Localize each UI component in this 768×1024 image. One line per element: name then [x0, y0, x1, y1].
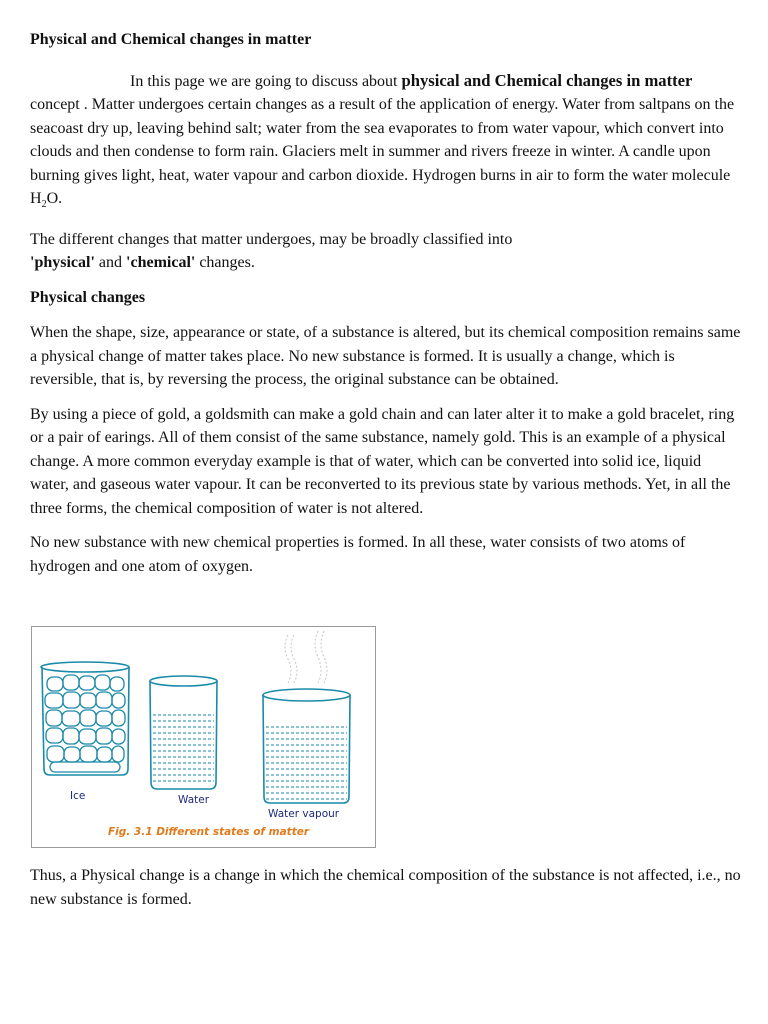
physical-paragraph-2: By using a piece of gold, a goldsmith can make a gold chain and can later alter it to make a gold bracelet, ring or a pair of earings. All of them consist of the same substance, namely gold. This is an example of a physical change. A more common everyday example is that of water, which can be converted into solid ice, liquid water, and gaseous water vapour. It can be reconverted to its previous state by various methods. Yet, in all the three forms, the chemical composition of water is not altered. — [30, 405, 735, 517]
water-vapour-label: Water vapour — [268, 808, 340, 820]
classify-and: and — [94, 254, 127, 272]
classify-physical: 'physical' — [30, 254, 95, 272]
document-body — [30, 28, 742, 589]
physical-paragraph-1: When the shape, size, appearance or state, of a substance is altered, but its chemical composition remains same a physical change of matter takes place. No new substance is formed. It is usually a change, which is reversible, that is, by reversing the process, the original substance can be obtained. — [30, 324, 741, 389]
water-label: Water — [178, 794, 210, 806]
classify-lead: The different changes that matter undergoes, may be broadly classified into — [30, 230, 513, 248]
figure-caption: Fig. 3.1 Different states of matter — [108, 826, 310, 838]
intro-lead: In this page we are going to discuss about — [130, 72, 402, 90]
classify-paragraph — [30, 228, 550, 275]
ice-beaker — [41, 662, 129, 775]
vapour-beaker — [263, 631, 350, 803]
section-heading: Physical changes — [30, 288, 146, 306]
physical-paragraph-3: No new substance with new chemical properties is formed. In all these, water consists of two atoms of hydrogen and one atom of oxygen. — [30, 534, 686, 575]
states-of-matter-figure — [31, 626, 376, 848]
classify-end: changes. — [195, 254, 255, 272]
intro-bold-term: physical and Chemical changes in matter — [401, 70, 693, 90]
conclusion-paragraph: Thus, a Physical change is a change in which the chemical composition of the substance is not affected, i.e., no new substance is formed. — [30, 867, 741, 908]
intro-paragraph — [30, 69, 742, 217]
ice-label: Ice — [70, 790, 86, 802]
water-beaker — [150, 676, 217, 789]
intro-end: O. — [46, 190, 63, 207]
classify-chemical: 'chemical' — [126, 254, 196, 272]
h2o-subscript: 2 — [41, 199, 47, 211]
page-title: Physical and Chemical changes in matter — [30, 31, 312, 48]
intro-text: concept . Matter undergoes certain changes as a result of the application of energy. Water from saltpans on the seacoast dry up, leaving behind salt; water from the sea evaporates to from water vapour, which convert into clouds and then condense to form rain. Glaciers melt in summer and rivers freeze in winter. A candle upon burning gives light, heat, water vapour and carbon dioxide. Hydrogen burns in air to form the water molecule H — [30, 96, 735, 207]
